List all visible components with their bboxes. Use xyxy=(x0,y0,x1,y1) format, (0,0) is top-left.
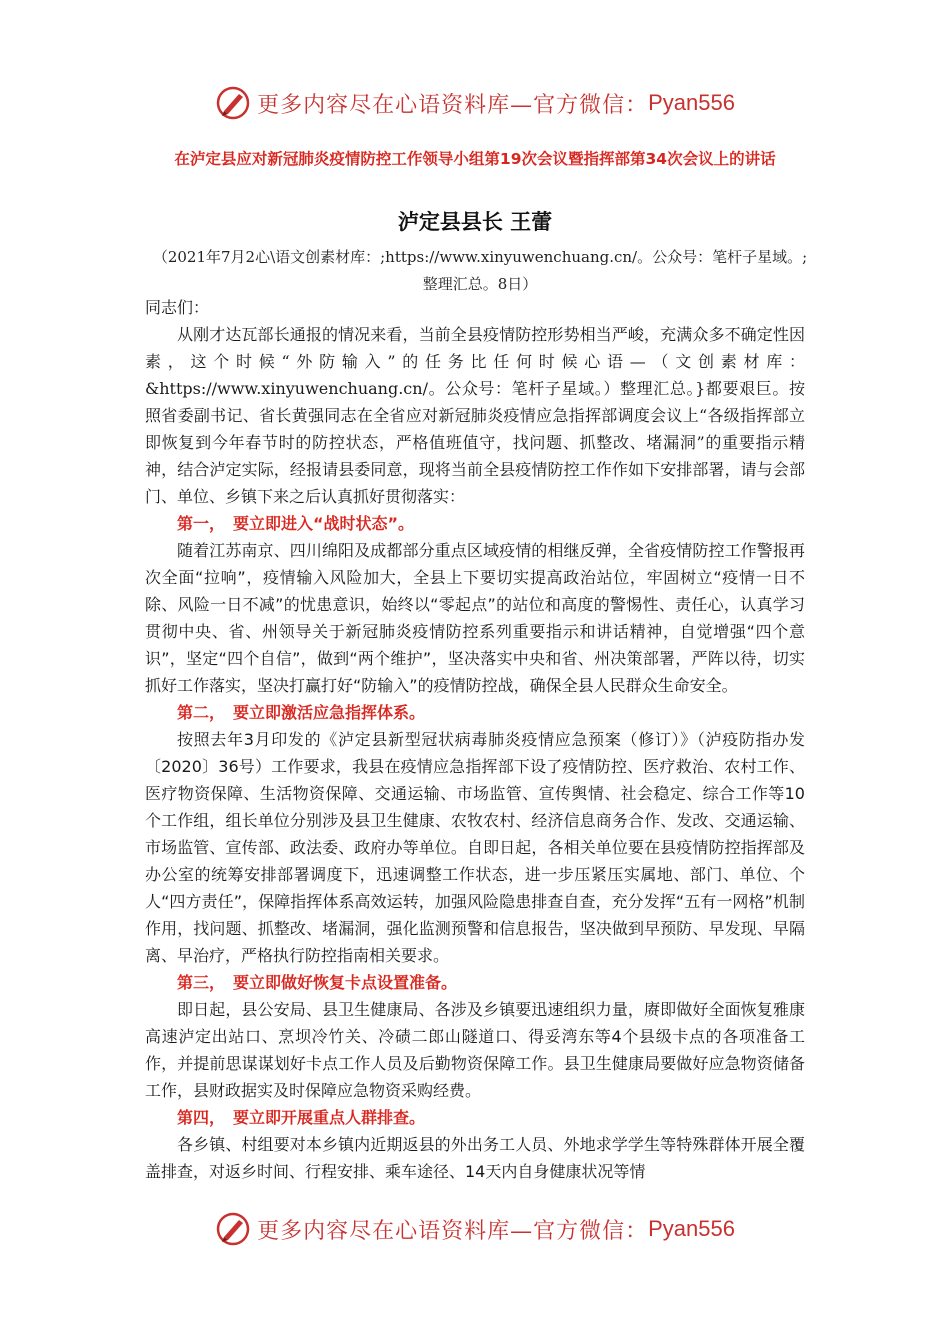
pen-logo-icon xyxy=(215,85,251,121)
document-author: 泸定县县长 王蕾 xyxy=(397,210,553,234)
banner-wechat-id: Pyan556 xyxy=(648,1216,735,1241)
bottom-watermark-banner xyxy=(0,1206,950,1252)
section-text-2: 按照去年3月印发的《泸定县新型冠状病毒肺炎疫情应急预案（修订）》（泸疫防指办发〔2020〕36号）工作要求，我县在疫情应急指挥部下设了疫情防控、医疗救治、农村工作、医疗物资保障、生活物资保障、交通运输、市场监管、宣传舆情、社会稳定、综合工作等10个工作组，组长单位分别涉及县卫生健康、农牧农村、经济信息商务合作、发改、交通运输、市场监管、宣传部、政法委、政府办等单位。自即日起，各相关单位要在县疫情防控指挥部及办公室的统筹安排部署调度下，迅速调整工作状态，进一步压紧压实属地、部门、单位、个人“四方责任”，保障指挥体系高效运转，加强风险隐患排查自查，充分发挥“五有一网格”机制作用，找问题、抓整改、堵漏洞，强化监测预警和信息报告，坚决做到早预防、早发现、早隔离、早治疗，严格执行防控指南相关要求。 xyxy=(145,730,805,965)
greeting: 同志们： xyxy=(145,298,210,317)
pen-logo-icon xyxy=(215,1211,251,1247)
section-heading-1: 第一， 要立即进入“战时状态”。 xyxy=(177,514,415,533)
banner-text: 更多内容尽在心语资料库—官方微信： xyxy=(257,1218,649,1244)
section-heading-2: 第二， 要立即激活应急指挥体系。 xyxy=(177,703,426,722)
banner-text: 更多内容尽在心语资料库—官方微信： xyxy=(257,92,649,118)
document-body xyxy=(145,294,805,1185)
document-dateline: （2021年7月2心\语文创素材库：;https://www.xinyuwenchuang.cn/。公众号：笔杆子星域。;整理汇总。8日） xyxy=(152,248,808,293)
section-text-3: 即日起，县公安局、县卫生健康局、各涉及乡镇要迅速组织力量，赓即做好全面恢复雅康高速泸定出站口、烹坝冷竹关、冷碛二郎山隧道口、得妥湾东等4个县级卡点的各项准备工作，并提前思谋谋划好卡点工作人员及后勤物资保障工作。县卫生健康局要做好应急物资储备工作，县财政据实及时保障应急物资采购经费。 xyxy=(145,1000,805,1100)
section-text-4: 各乡镇、村组要对本乡镇内近期返县的外出务工人员、外地求学学生等特殊群体开展全覆盖排查，对返乡时间、行程安排、乘车途径、14天内自身健康状况等情 xyxy=(145,1135,805,1181)
top-watermark-banner xyxy=(0,80,950,126)
section-heading-3: 第三， 要立即做好恢复卡点设置准备。 xyxy=(177,973,458,992)
document-title: 在泸定县应对新冠肺炎疫情防控工作领导小组第19次会议暨指挥部第34次会议上的讲话 xyxy=(174,150,776,168)
section-heading-4: 第四， 要立即开展重点人群排查。 xyxy=(177,1108,426,1127)
intro-paragraph: 从刚才达瓦部长通报的情况来看，当前全县疫情防控形势相当严峻，充满众多不确定性因素，这个时候“外防输入”的任务比任何时候心语—（文创素材库：&https://www.xinyuwenchuang.cn/。公众号：笔杆子星域。）整理汇总。}都要艰巨。按照省委副书记、省长黄强同志在全省应对新冠肺炎疫情应急指挥部调度会议上“各级指挥部立即恢复到今年春节时的防控状态，严格值班值守，找问题、抓整改、堵漏洞”的重要指示精神，结合泸定实际，经报请县委同意，现将当前全县疫情防控工作作如下安排部署，请与会部门、单位、乡镇下来之后认真抓好贯彻落实： xyxy=(145,325,805,506)
banner-wechat-id: Pyan556 xyxy=(648,90,735,115)
section-text-1: 随着江苏南京、四川绵阳及成都部分重点区域疫情的相继反弹，全省疫情防控工作警报再次全面“拉响”，疫情输入风险加大，全县上下要切实提高政治站位，牢固树立“疫情一日不除、风险一日不减”的忧患意识，始终以“零起点”的站位和高度的警惕性、责任心，认真学习贯彻中央、省、州领导关于新冠肺炎疫情防控系列重要指示和讲话精神，自觉增强“四个意识”，坚定“四个自信”，做到“两个维护”，坚决落实中央和省、州决策部署，严阵以待，切实抓好工作落实，坚决打赢打好“防输入”的疫情防控战，确保全县人民群众生命安全。 xyxy=(145,541,805,695)
